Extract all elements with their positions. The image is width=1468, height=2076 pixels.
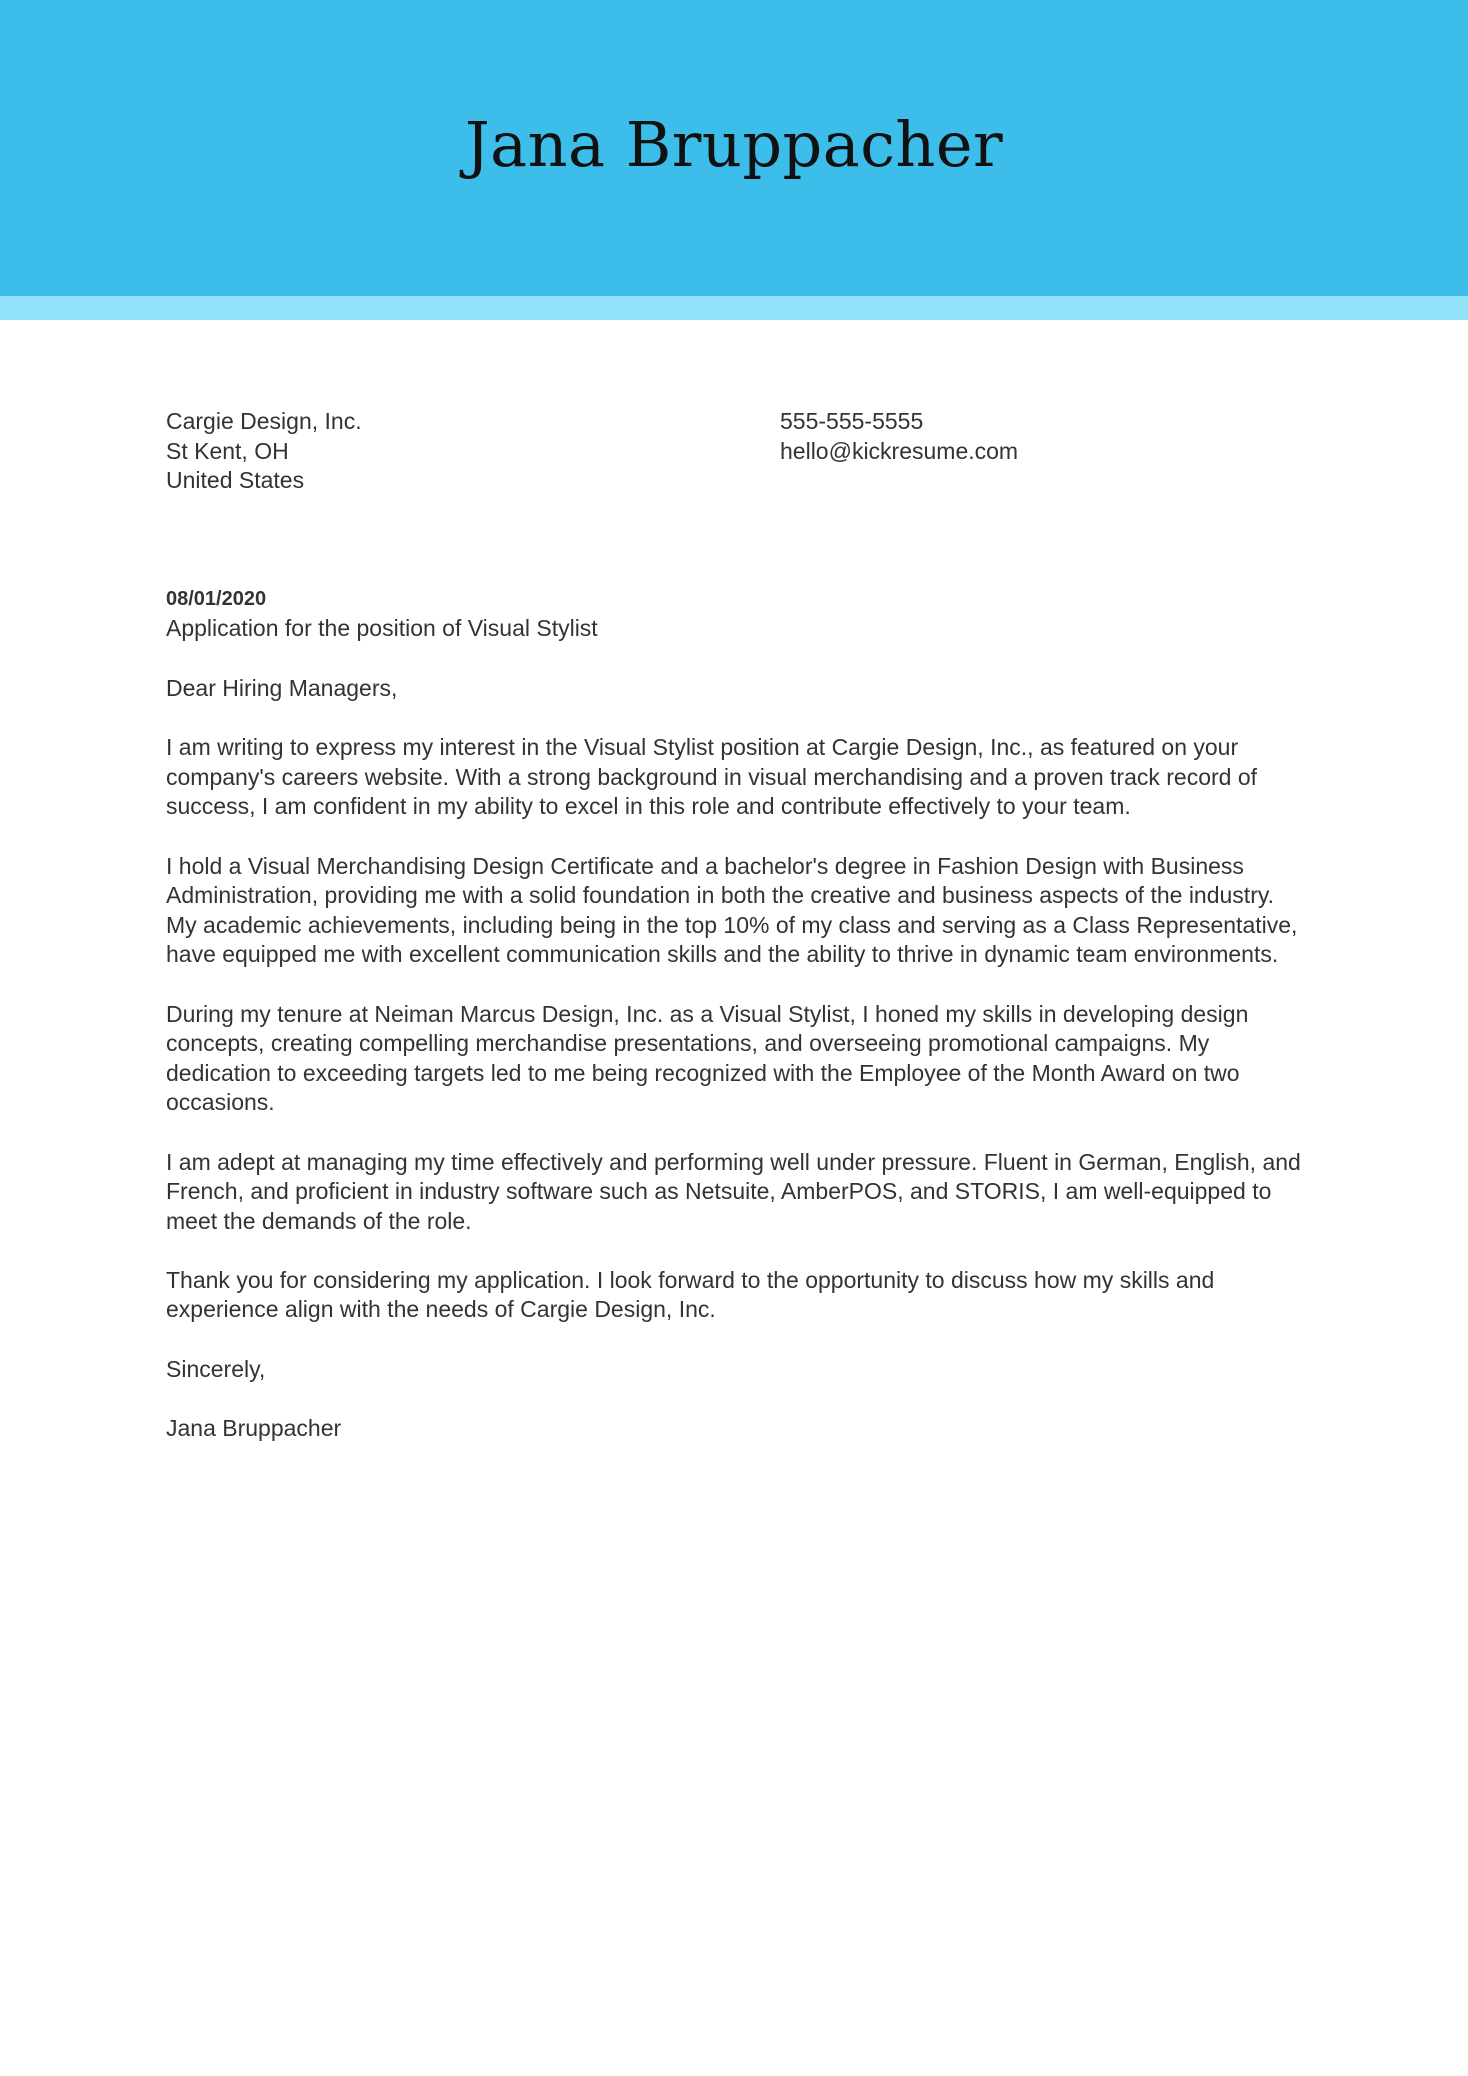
paragraph-line: I am writing to express my interest in the Visual Stylist position at Cargie Design, Inc., as featured on your	[166, 734, 1239, 761]
letter-closing: Sincerely,	[166, 1355, 266, 1382]
header-accent-strip	[0, 296, 1468, 320]
body-paragraph	[166, 1148, 1366, 1237]
letter-body	[166, 674, 1366, 1473]
paragraph-line: I am adept at managing my time effectively and performing well under pressure. Fluent in German, English, and	[166, 1148, 1301, 1175]
body-paragraph	[166, 733, 1366, 822]
paragraph-line: success, I am confident in my ability to excel in this role and contribute effectively to your team.	[166, 793, 1131, 820]
paragraph-line: have equipped me with excellent communication skills and the ability to thrive in dynamic team environments.	[166, 941, 1279, 968]
applicant-name: Jana Bruppacher	[464, 108, 1004, 181]
paragraph-line: I hold a Visual Merchandising Design Certificate and a bachelor's degree in Fashion Design with Business	[166, 852, 1244, 879]
paragraph-line: meet the demands of the role.	[166, 1207, 472, 1234]
paragraph-line: During my tenure at Neiman Marcus Design, Inc. as a Visual Stylist, I honed my skills in developing design	[166, 1000, 1249, 1027]
body-paragraph	[166, 1000, 1366, 1118]
paragraph-line: dedication to exceeding targets led to me being recognized with the Employee of the Month Award on two	[166, 1059, 1240, 1086]
paragraph-line: French, and proficient in industry software such as Netsuite, AmberPOS, and STORIS, I am well-equipped to	[166, 1178, 1272, 1205]
paragraph-line: experience align with the needs of Cargie Design, Inc.	[166, 1296, 716, 1323]
paragraph-line: concepts, creating compelling merchandise presentations, and overseeing promotional campaigns. My	[166, 1030, 1210, 1057]
contact-phone: 555-555-5555	[780, 408, 924, 434]
paragraph-line: occasions.	[166, 1089, 275, 1116]
body-paragraph	[166, 1266, 1366, 1325]
contact-info	[780, 407, 1018, 466]
paragraph-line: company's careers website. With a strong background in visual merchandising and a proven track record of	[166, 763, 1258, 790]
letter-date: 08/01/2020	[166, 588, 267, 610]
letter-signature: Jana Bruppacher	[166, 1414, 342, 1441]
paragraph-line: Administration, providing me with a solid foundation in both the creative and business aspects of the industry.	[166, 882, 1275, 909]
paragraph-line: Thank you for considering my application. I look forward to the opportunity to discuss how my skills and	[166, 1266, 1215, 1293]
recipient-company: Cargie Design, Inc.	[166, 408, 362, 434]
recipient-country: United States	[166, 467, 305, 494]
recipient-address	[166, 407, 362, 496]
recipient-city: St Kent, OH	[166, 437, 289, 464]
letter-subject: Application for the position of Visual Stylist	[166, 615, 598, 641]
paragraph-line: My academic achievements, including being in the top 10% of my class and serving as a Class Representative,	[166, 911, 1298, 938]
contact-email: hello@kickresume.com	[780, 437, 1019, 464]
letter-greeting: Dear Hiring Managers,	[166, 675, 398, 701]
body-paragraph	[166, 852, 1366, 970]
